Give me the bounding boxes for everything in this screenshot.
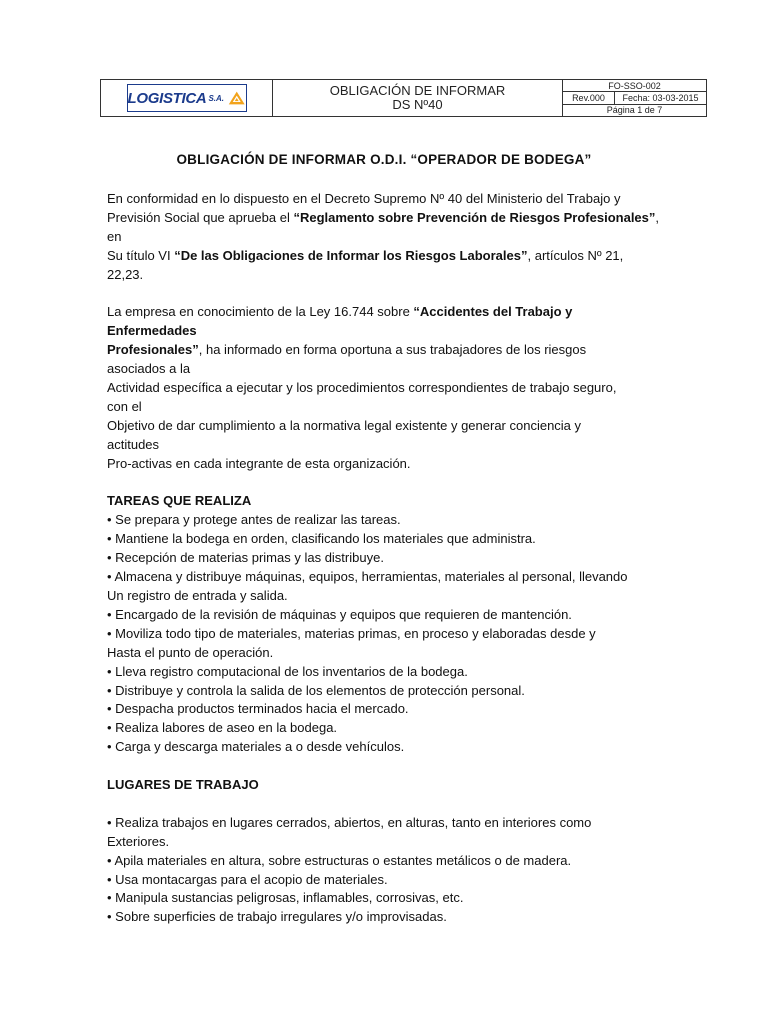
list-item: • Lleva registro computacional de los inventarios de la bodega.	[107, 663, 468, 679]
regulation-name: “Reglamento sobre Prevención de Riesgos Profesionales”	[293, 209, 656, 225]
list-item: • Apila materiales en altura, sobre estructuras o estantes metálicos o de madera.	[107, 852, 572, 868]
list-item: • Moviliza todo tipo de materiales, materias primas, en proceso y elaboradas desde y	[107, 625, 596, 641]
text-line	[107, 209, 667, 228]
law-paragraph	[107, 303, 667, 473]
text-span: ,	[655, 209, 660, 225]
list-item: Un registro de entrada y salida.	[107, 588, 288, 603]
lugares-section	[107, 776, 667, 927]
list-item: • Distribuye y controla la salida de los elementos de protección personal.	[107, 682, 525, 698]
text-line: Objetivo de dar cumplimiento a la normativa legal existente y generar conciencia y	[107, 417, 582, 433]
text-line	[107, 247, 667, 266]
section-heading-tareas: TAREAS QUE REALIZA	[107, 493, 252, 509]
title-name: “De las Obligaciones de Informar los Riesgos Laborales”	[174, 247, 528, 263]
law-name: Enfermedades	[107, 323, 197, 339]
list-item: • Se prepara y protege antes de realizar las tareas.	[107, 512, 401, 528]
text-line: En conformidad en lo dispuesto en el Decreto Supremo Nº 40 del Ministerio del Trabajo y	[107, 191, 621, 206]
page-number: Página 1 de 7	[606, 105, 663, 116]
intro-paragraph	[107, 190, 667, 285]
logo-suffix: S.A.	[208, 93, 225, 103]
text-line: asociados a la	[107, 361, 191, 377]
spacer	[107, 757, 667, 776]
text-line: Pro-activas en cada integrante de esta organización.	[107, 455, 411, 471]
spacer	[107, 285, 667, 304]
text-span: Previsión Social que aprueba el	[107, 209, 294, 225]
list-item: • Usa montacargas para el acopio de materiales.	[107, 871, 388, 887]
triangle-logo-icon	[228, 89, 245, 107]
text-line	[107, 341, 667, 360]
text-line: Actividad específica a ejecutar y los procedimientos correspondientes de trabajo seguro,	[107, 380, 617, 396]
header-title-line1: OBLIGACIÓN DE INFORMAR	[329, 83, 506, 98]
list-item: • Recepción de materias primas y las distribuye.	[107, 550, 384, 566]
header-title-line2: DS Nº40	[392, 97, 443, 112]
document-title: OBLIGACIÓN DE INFORMAR O.D.I. “OPERADOR DE BODEGA”	[176, 152, 592, 167]
text-span: Su título VI	[107, 247, 175, 263]
logo-cell	[101, 80, 273, 116]
law-name: “Accidentes del Trabajo y	[413, 304, 573, 320]
list-item: Hasta el punto de operación.	[107, 644, 274, 660]
text-line: actitudes	[107, 436, 160, 452]
list-item: • Sobre superficies de trabajo irregulares y/o improvisadas.	[107, 909, 447, 925]
text-span: , artículos Nº 21,	[527, 247, 624, 263]
text-span: , ha informado en forma oportuna a sus trabajadores de los riesgos	[198, 342, 587, 358]
list-item: • Realiza trabajos en lugares cerrados, abiertos, en alturas, tanto en interiores como	[107, 814, 592, 830]
list-item: Exteriores.	[107, 833, 170, 849]
spacer	[107, 795, 667, 814]
list-item: • Encargado de la revisión de máquinas y equipos que requieren de mantención.	[107, 606, 572, 622]
document-body	[107, 190, 667, 927]
list-item: • Realiza labores de aseo en la bodega.	[107, 720, 338, 736]
header-meta-cell	[563, 80, 706, 116]
list-item: • Manipula sustancias peligrosas, inflamables, corrosivas, etc.	[107, 890, 464, 906]
text-line: 22,23.	[107, 266, 144, 282]
text-line: en	[107, 228, 122, 244]
revision-number: Rev.000	[563, 92, 615, 103]
tareas-section	[107, 492, 667, 757]
text-span: La empresa en conocimiento de la Ley 16.744 sobre	[107, 304, 414, 320]
document-header	[100, 79, 707, 117]
document-date: Fecha: 03-03-2015	[622, 92, 699, 103]
list-item: • Carga y descarga materiales a o desde vehículos.	[107, 739, 405, 755]
list-item: • Mantiene la bodega en orden, clasificando los materiales que administra.	[107, 531, 536, 547]
text-line	[107, 303, 667, 322]
revision-row	[563, 92, 706, 104]
document-code: FO-SSO-002	[563, 80, 706, 92]
text-line: con el	[107, 398, 142, 414]
section-heading-lugares: LUGARES DE TRABAJO	[107, 777, 259, 793]
company-logo	[127, 84, 247, 112]
text-line	[107, 322, 667, 341]
header-title-cell	[273, 80, 563, 116]
spacer	[107, 474, 667, 493]
law-name: Profesionales”	[107, 342, 199, 358]
logo-word: LOGISTICA	[127, 89, 207, 107]
list-item: • Despacha productos terminados hacia el mercado.	[107, 701, 409, 717]
list-item: • Almacena y distribuye máquinas, equipos, herramientas, materiales al personal, llevando	[107, 569, 628, 585]
